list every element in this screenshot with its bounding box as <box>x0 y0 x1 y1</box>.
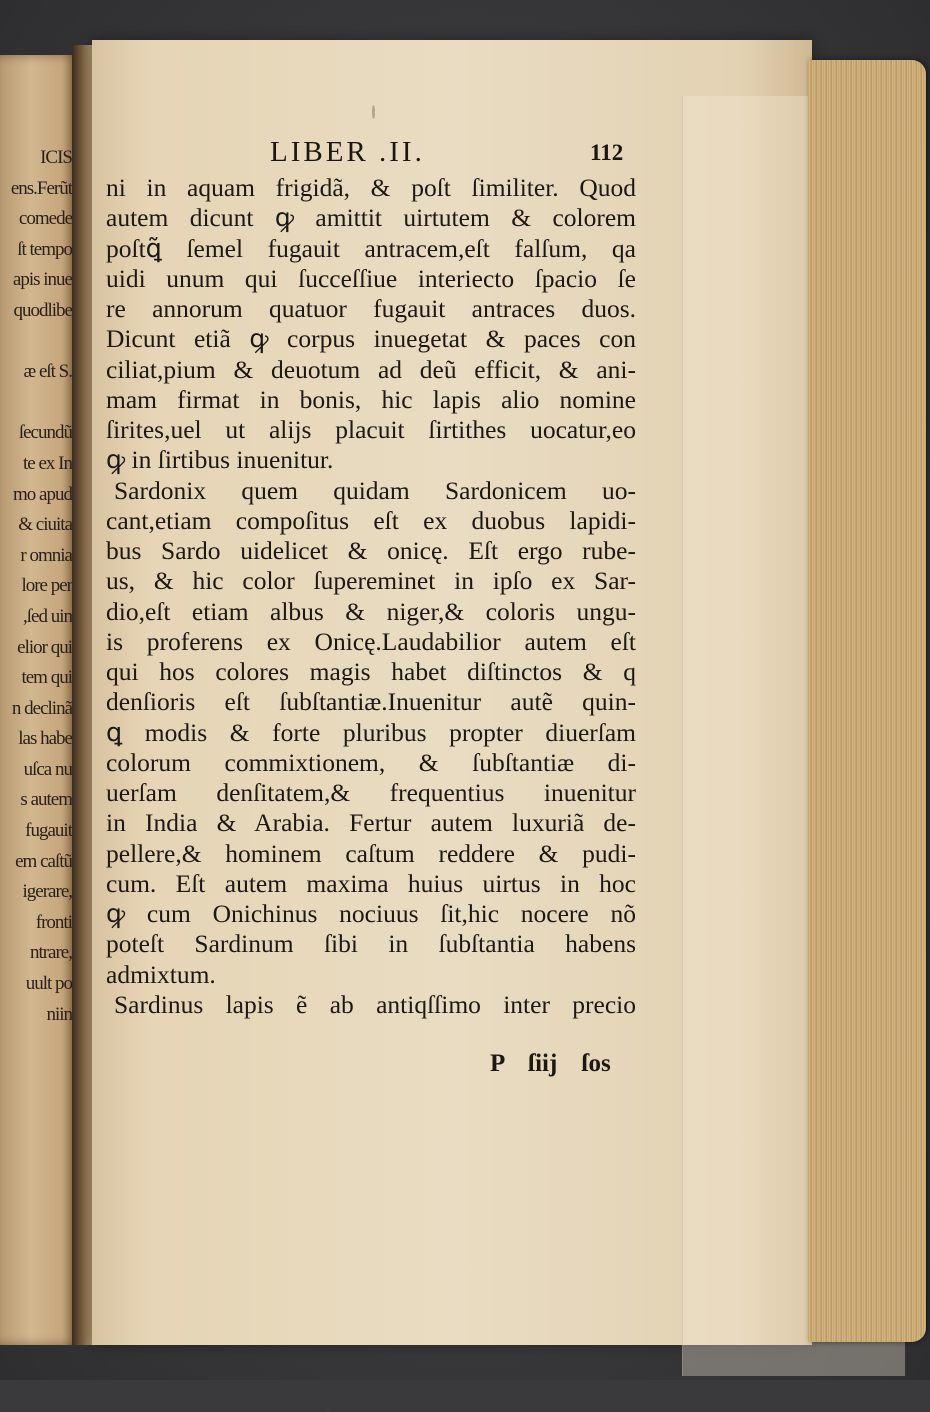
text-line: cum. Eſt autem maxima huius uirtus in hoc <box>106 868 636 898</box>
text-line: Sardinus lapis ẽ ab antiqſſimo inter precio <box>114 989 636 1019</box>
text-line: Sardonix quem quidam Sardonicem uo- <box>114 475 636 505</box>
left-line: ſecundũ <box>18 422 72 444</box>
text-line: in India & Arabia. Fertur autem luxuriã de- <box>106 808 636 838</box>
catchword-line: P ſiij ſos <box>490 1050 611 1077</box>
text-line: autem dicunt ꝙ amittit uirtutem & colorem <box>106 203 636 233</box>
left-line: uſca nu <box>23 758 72 780</box>
text-line: uidi unum qui ſucceſſiue interiecto ſpacio ſe <box>106 263 636 293</box>
text-line: poteſt Sardinum ſibi in ſubſtantia habens <box>106 929 636 959</box>
left-line: ſt tempo <box>17 238 72 260</box>
left-line: ICIS <box>40 147 72 168</box>
left-line: uult po <box>25 973 72 995</box>
text-line: pellere,& hominem caſtum reddere & pudi- <box>106 838 636 868</box>
left-line: fronti <box>35 911 72 933</box>
left-line: ens.Ferũt <box>10 177 72 199</box>
text-line: ꝗ modis & forte pluribus propter diuerſam <box>106 717 636 747</box>
text-line: ni in aquam frigidã, & poſt ſimiliter. Quod <box>106 173 636 202</box>
text-line: admixtum. <box>106 959 216 989</box>
left-line: te ex In <box>23 452 72 474</box>
page-number: 112 <box>590 140 624 165</box>
paper-blemish <box>372 105 375 119</box>
left-line: & ciuita <box>18 514 72 536</box>
left-line: igerare, <box>22 881 72 903</box>
left-line: ,ſed uin <box>23 605 72 627</box>
text-line: dio,eſt etiam albus & niger,& coloris ungu- <box>106 596 636 626</box>
left-line: mo apud <box>13 483 72 505</box>
left-line: em caſtũ <box>15 850 72 872</box>
text-line: qui hos colores magis habet diſtinctos & q <box>106 657 636 686</box>
text-line: Dicunt etiã ꝙ corpus inuegetat & paces con <box>106 324 636 354</box>
text-line: re annorum quatuor fugauit antraces duos. <box>106 294 636 323</box>
page-header <box>92 132 812 172</box>
text-line: poſtꝗ̃ ſemel fugauit antracem,eſt falſum, qa <box>106 233 636 263</box>
left-page-text <box>0 143 72 1030</box>
left-page-fragment <box>0 55 78 1345</box>
left-line: fugauit <box>25 820 72 842</box>
page-block-edges <box>808 60 926 1342</box>
text-line: uerſam denſitatem,& frequentius inuenitur <box>106 778 636 807</box>
text-line: denſioris eſt ſubſtantiæ.Inuenitur autẽ quin- <box>106 687 636 717</box>
body-text <box>106 173 636 1020</box>
running-head: LIBER .II. <box>270 136 425 168</box>
left-line: æ eſt S. <box>23 361 72 383</box>
left-line: tem qui <box>21 667 72 689</box>
left-line: lore per <box>21 575 72 597</box>
text-line: us, & hic color ſupereminet in ipſo ex Sar- <box>106 566 636 596</box>
left-line: ntrare, <box>29 942 72 964</box>
left-line: r omnia <box>20 544 72 566</box>
text-line: ꝙ cum Onichinus nociuus ſit,hic nocere nõ <box>106 899 636 928</box>
text-line: cant,etiam compoſitus eſt ex duobus lapidi- <box>106 505 636 535</box>
left-line <box>0 327 72 358</box>
text-line: ciliat,pium & deuotum ad deũ efficit, & ani- <box>106 354 636 384</box>
text-line: colorum commixtionem, & ſubſtantiæ di- <box>106 747 636 777</box>
left-line: elior qui <box>17 636 72 658</box>
left-line: apis inue <box>12 269 72 291</box>
text-line: is proferens ex Onicę.Laudabilior autem eſt <box>106 626 636 656</box>
left-line: quodlibe <box>13 299 72 321</box>
text-line: ꝙ in ſirtibus inuenitur. <box>106 445 334 475</box>
text-line: mam firmat in bonis, hic lapis alio nomine <box>106 384 636 414</box>
left-line: niin <box>46 1003 72 1025</box>
left-line: s autem <box>20 789 72 811</box>
left-line <box>0 388 72 419</box>
left-line: comede <box>18 208 72 230</box>
left-line: las habe <box>18 728 72 750</box>
text-line: bus Sardo uidelicet & onicę. Eſt ergo rube- <box>106 536 636 565</box>
left-line: n declinã <box>11 697 72 719</box>
text-line: ſirites,uel ut alijs placuit ſirtithes uocatur,eo <box>106 415 636 444</box>
